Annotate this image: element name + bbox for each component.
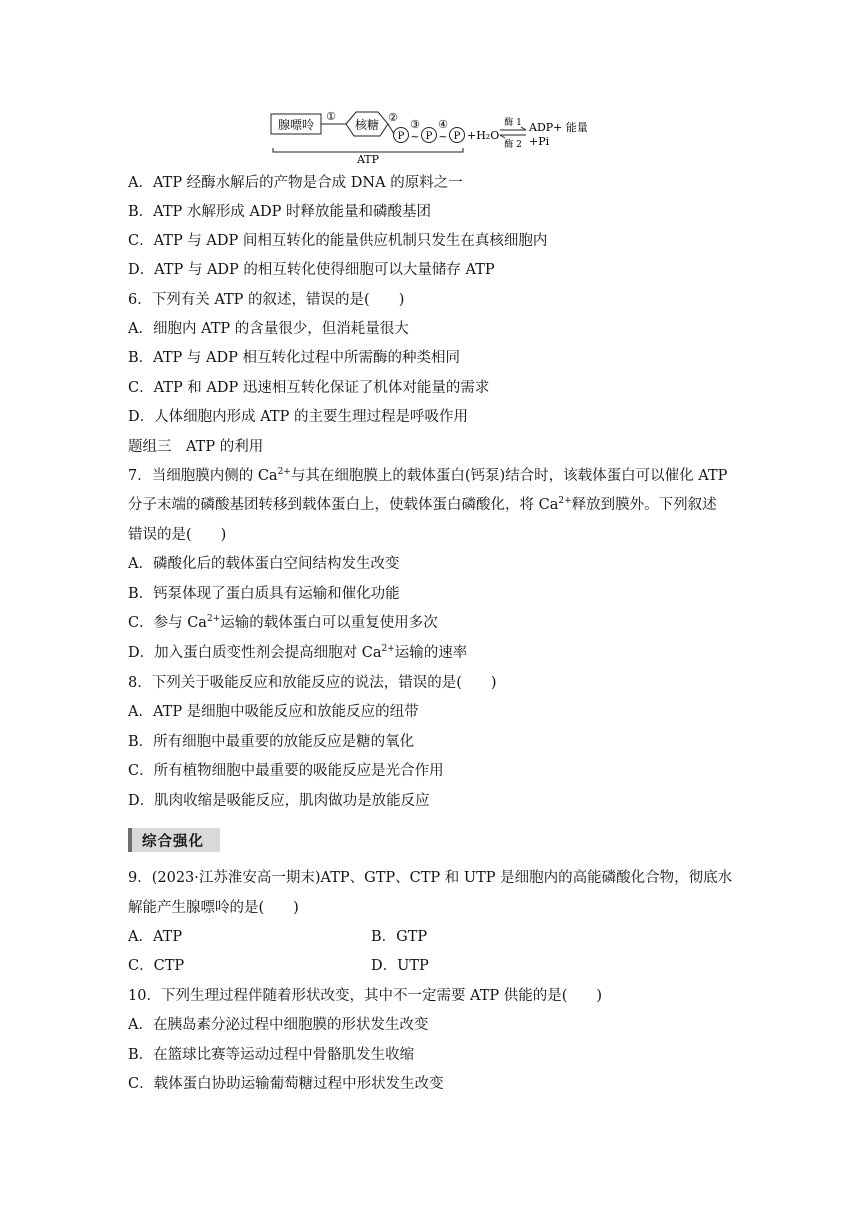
bond-1-marker: ① [326, 110, 336, 123]
q7-stem-line-1 [128, 466, 727, 486]
q7-line1-b: 与其在细胞膜上的载体蛋白(钙泵)结合时，该载体蛋白可以催化 ATP [290, 468, 728, 484]
q8-option-b: B．所有细胞中最重要的放能反应是糖的氧化 [128, 734, 415, 750]
q9-stem-line-1: 9．(2023·江苏淮安高一期末)ATP、GTP、CTP 和 UTP 是细胞内的高能磷酸化合物，彻底水 [128, 870, 733, 886]
q5-option-b: B．ATP 水解形成 ADP 时释放能量和磷酸基团 [128, 204, 431, 220]
q7d-b: 运输的速率 [394, 645, 468, 661]
q7d-sup: 2+ [381, 644, 395, 654]
q5-option-a: A．ATP 经酶水解后的产物是合成 DNA 的原料之一 [128, 175, 463, 191]
q7-line2-b: 释放到膜外。下列叙述 [571, 497, 717, 513]
q7-line1-sup: 2+ [277, 467, 291, 477]
q9-option-b: B．GTP [371, 929, 428, 945]
q9-option-d: D．UTP [371, 958, 429, 974]
q9-option-a: A．ATP [128, 929, 183, 945]
product-pi: +Pi [529, 135, 550, 148]
q8-stem: 8．下列关于吸能反应和放能反应的说法，错误的是( ) [128, 675, 497, 691]
enzyme-2-label: 酶 2 [504, 140, 522, 150]
phosphate-2-label: P [425, 131, 433, 142]
phosphate-1-label: P [397, 131, 405, 142]
bond-2-marker: ② [388, 111, 398, 124]
q7c-b: 运输的载体蛋白可以重复使用多次 [220, 615, 438, 631]
q6-stem: 6．下列有关 ATP 的叙述，错误的是( ) [128, 292, 405, 308]
q7-line2-a: 分子末端的磷酸基团转移到载体蛋白上，使载体蛋白磷酸化，将 Ca [128, 497, 559, 513]
q8-option-d: D．肌肉收缩是吸能反应，肌肉做功是放能反应 [128, 793, 430, 809]
bond-3-marker: ③ [410, 118, 420, 131]
atp-bracket-label: ATP [356, 153, 380, 164]
q7-option-c [128, 613, 438, 633]
q5-option-d: D．ATP 与 ADP 的相互转化使得细胞可以大量储存 ATP [128, 262, 495, 278]
water-label: +H₂O [467, 129, 500, 142]
atp-structure-diagram [270, 108, 600, 164]
tilde-2: ~ [438, 130, 448, 143]
q7d-a: D．加入蛋白质变性剂会提高细胞对 Ca [128, 645, 382, 661]
q6-option-b: B．ATP 与 ADP 相互转化过程中所需酶的种类相同 [128, 350, 460, 366]
atp-bracket [273, 148, 463, 152]
product-adp-energy: ADP+ 能量 [529, 121, 588, 134]
q7c-a: C．参与 Ca [128, 615, 207, 631]
q7-line2-sup: 2+ [558, 496, 572, 506]
q7-option-a: A．磷酸化后的载体蛋白空间结构发生改变 [128, 556, 400, 572]
bond-4-marker: ④ [438, 118, 448, 131]
q5-option-c: C．ATP 与 ADP 间相互转化的能量供应机制只发生在真核细胞内 [128, 233, 548, 249]
q8-option-c: C．所有植物细胞中最重要的吸能反应是光合作用 [128, 763, 444, 779]
q7-option-d [128, 643, 467, 663]
q7-line1-a: 7．当细胞膜内侧的 Ca [128, 468, 278, 484]
enzyme-1-label: 酶 1 [504, 118, 522, 128]
q10-option-a: A．在胰岛素分泌过程中细胞膜的形状发生改变 [128, 1017, 429, 1033]
q7-stem-line-2 [128, 495, 717, 515]
group-3-heading: 题组三 ATP 的利用 [128, 439, 264, 455]
q9-option-c: C．CTP [128, 958, 185, 974]
q7-stem-line-3: 错误的是( ) [128, 527, 227, 543]
q10-option-b: B．在篮球比赛等运动过程中骨骼肌发生收缩 [128, 1047, 415, 1063]
q7c-sup: 2+ [206, 614, 221, 624]
q6-option-a: A．细胞内 ATP 的含量很少，但消耗量很大 [128, 321, 409, 337]
section-header-label: 综合强化 [142, 834, 204, 850]
q8-option-a: A．ATP 是细胞中吸能反应和放能反应的纽带 [128, 704, 419, 720]
q7-option-b: B．钙泵体现了蛋白质具有运输和催化功能 [128, 586, 400, 602]
q6-option-d: D．人体细胞内形成 ATP 的主要生理过程是呼吸作用 [128, 409, 468, 425]
q9-stem-line-2: 解能产生腺嘌呤的是( ) [128, 900, 299, 916]
section-header-bar [128, 828, 132, 852]
q6-option-c: C．ATP 和 ADP 迅速相互转化保证了机体对能量的需求 [128, 380, 490, 396]
adenine-label: 腺嘌呤 [277, 118, 315, 132]
section-header [128, 828, 220, 852]
tilde-1: ~ [410, 130, 420, 143]
q10-option-c: C．载体蛋白协助运输葡萄糖过程中形状发生改变 [128, 1076, 444, 1092]
q10-stem: 10．下列生理过程伴随着形状改变，其中不一定需要 ATP 供能的是( ) [128, 988, 603, 1004]
phosphate-3-label: P [453, 131, 461, 142]
ribose-label: 核糖 [354, 118, 380, 132]
